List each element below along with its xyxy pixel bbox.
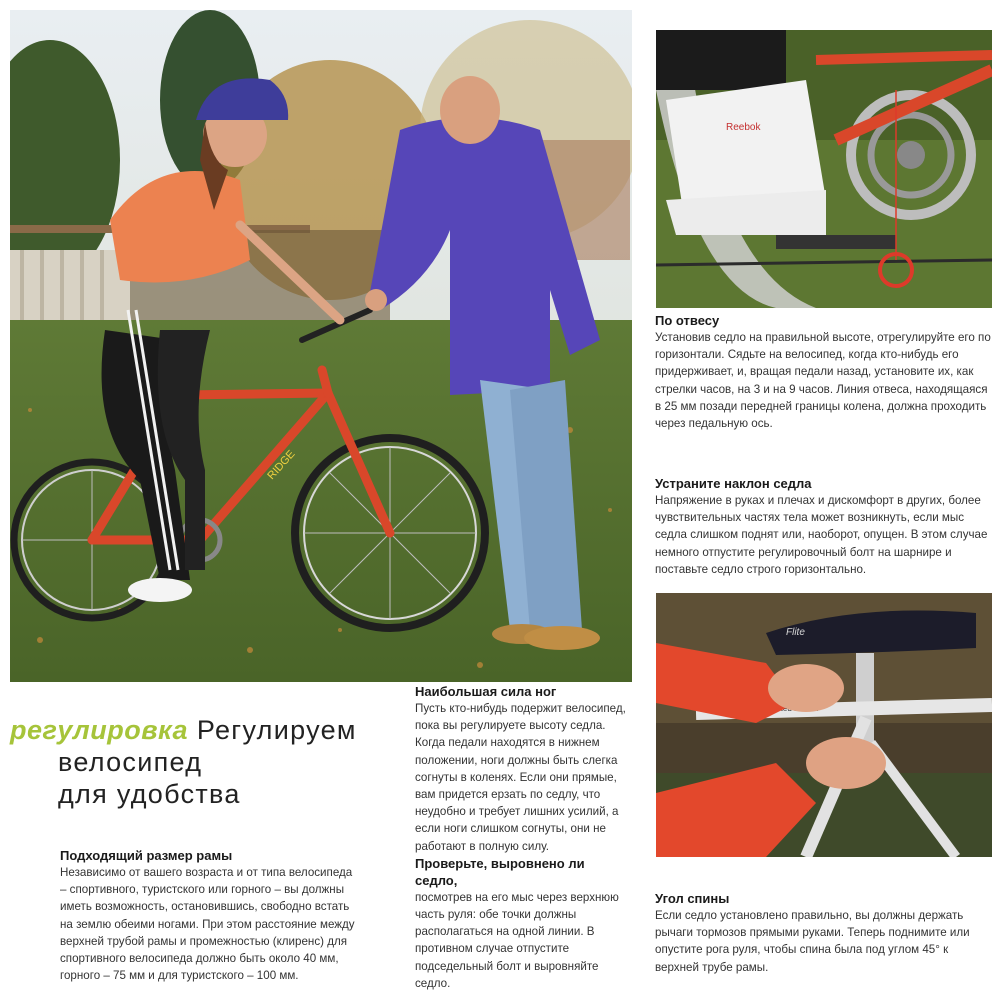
page-title xyxy=(10,714,410,810)
section-back-angle xyxy=(655,890,991,976)
section-heading: Устраните наклон седла xyxy=(655,476,812,491)
bike-brand-label: RIDGE xyxy=(265,448,298,483)
bike-fitting-illustration xyxy=(10,10,632,682)
section-body: Пусть кто-нибудь подержит велосипед, пока вы регулируете высоту седла. Когда педали находятся в нижнем положении, ноги должны быть слегка согнуты в коленях. Если они прямые, вам придется ерзать по седлу, что неудобно и требует лишних усилий, а если ноги слишком согнуты, они не работают в полную силу. xyxy=(415,702,626,853)
section-body: Напряжение в руках и плечах и дискомфорт в других, более чувствительных частях тела может возникнуть, если мыс седла слишком поднят или, наоборот, опущен. В этом случае немного отпустите регулировочный болт на шарнире и поставьте седло строго горизонтально. xyxy=(655,494,988,576)
section-heading: По отвесу xyxy=(655,313,720,328)
section-heading: Наибольшая сила ног xyxy=(415,684,557,699)
saddle-brand-label: Flite xyxy=(786,627,805,638)
section-subheading: Проверьте, выровнено ли седло, xyxy=(415,855,585,888)
section-body: Независимо от вашего возраста и от типа велосипеда – спортивного, туристского или горного – вы должны иметь возможность, остановившись, свободно встать на землю обеими ногами. При этом расстояние между верхней трубой рамы и промежностью (клиренс) для спортивного велосипеда должно быть около 40 мм, горного – 75 мм и для туристского – 100 мм. xyxy=(60,866,355,983)
title-line-3: для удобства xyxy=(58,779,241,809)
section-heading: Угол спины xyxy=(655,891,730,906)
main-photo xyxy=(10,10,632,682)
title-line-1: Регулируем xyxy=(196,715,357,745)
section-heading: Подходящий размер рамы xyxy=(60,848,233,863)
section-plumb xyxy=(655,312,991,432)
shoe-brand-label: Reebok xyxy=(726,122,761,133)
section-body: Если седло установлено правильно, вы должны держать рычаги тормозов прямыми руками. Теперь поднимите или опустите рога руля, чтобы спина была под углом 45° к верхней трубе рамы. xyxy=(655,909,970,974)
section-body: Установив седло на правильной высоте, отрегулируйте его по горизонтали. Сядьте на велосипед, когда кто-нибудь его придерживает, и, вращая педали назад, установите их, как стрелки часов, на 3 и на 9 часов. Линия отвеса, находящаяся в 25 мм позади передней границы колена, должна проходить через педальную ось. xyxy=(655,331,991,431)
pedal-crank-illustration xyxy=(656,30,992,308)
section-leg-power xyxy=(415,683,629,992)
title-line-2: велосипед xyxy=(58,747,203,777)
saddle-adjust-illustration xyxy=(656,593,992,857)
saddle-photo xyxy=(656,593,992,857)
pedal-photo xyxy=(656,30,992,308)
section-frame-size xyxy=(60,847,360,984)
section-saddle-tilt xyxy=(655,475,991,578)
title-accent: регулировка xyxy=(10,715,189,745)
section-body-2: посмотрев на его мыс через верхнюю часть руля: обе точки должны располагаться на одной линии. В противном случае отпустите подседельный болт и выровняйте седло. xyxy=(415,890,619,990)
